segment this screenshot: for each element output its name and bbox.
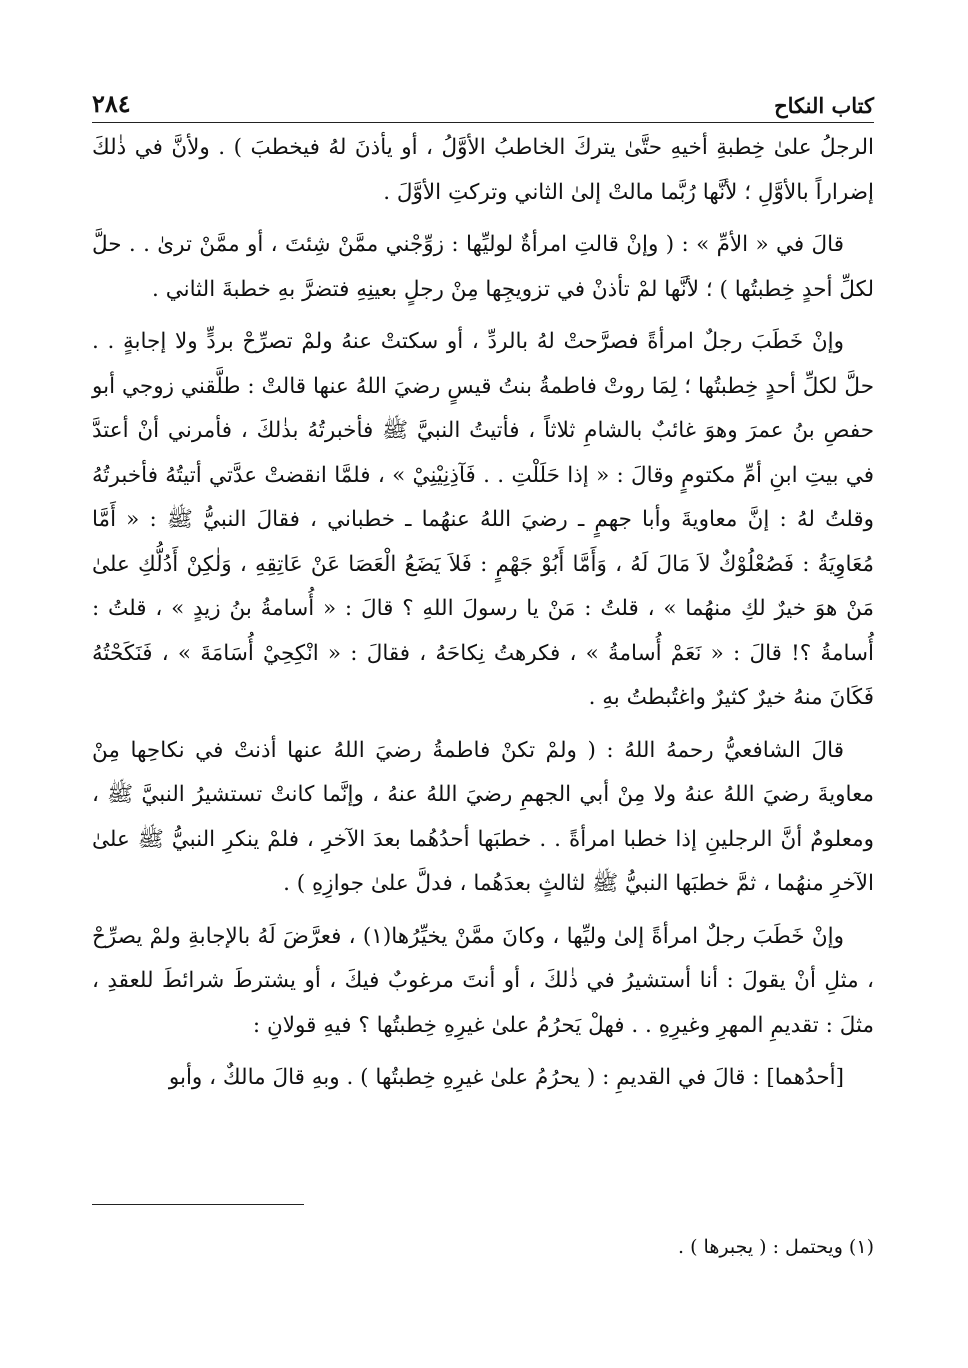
paragraph: الرجلُ علىٰ خِطبةِ أخيهِ حتَّىٰ يتركَ الخاطبُ الأوَّلُ ، أو يأذنَ لهُ فيخطبَ ) . ولأنَّ في ذٰلكَ إضراراً بالأوَّلِ ؛ لأنَّها رُبَّما مالتْ إلىٰ الثاني وتركتِ الأوَّلَ .: [92, 135, 874, 205]
paragraph: قالَ في « الأمِّ » : ( وإنْ قالتِ امرأةٌ لوليِّها : زوِّجْني ممَّنْ شِئتَ ، أو ممَّنْ ترىٰ . . حلَّ لكلِّ أحدٍ خِطبتُها ) ؛ لأنَّها لمْ تأذنْ في تزويجِها مِنْ رجلٍ بعينِهِ فتضرَّ بهِ خطبةَ الثاني .: [92, 232, 874, 302]
footnote-divider: [92, 1204, 304, 1205]
paragraph: [أحدُهما] : قالَ في القديمِ : ( يحرُمُ علىٰ غيرِهِ خِطبتُها ) . وبهِ قالَ مالكٌ ، وأبو: [168, 1065, 844, 1090]
paragraph: قالَ الشافعيُّ رحمهُ اللهُ : ( ولمْ تكنْ فاطمةُ رضيَ اللهُ عنها أذنتْ في نكاحِها مِنْ معاويةَ رضيَ اللهُ عنهُ ولا مِنْ أبي الجهمِ رضيَ اللهُ عنهُ ، وإنَّما كانتْ تستشيرُ النبيَّ ﷺ ، ومعلومٌ أنَّ الرجلينِ إذا خطبا امرأةً . . خطبَها أحدُهُما بعدَ الآخرِ ، فلمْ ينكرِ النبيُّ ﷺ علىٰ الآخرِ منهُما ، ثمَّ خطبَها النبيُّ ﷺ لثالثٍ بعدَهُما ، فدلَّ علىٰ جوازِهِ ) .: [92, 737, 874, 896]
paragraph: وإنْ خَطَبَ رجلٌ امرأةً فصرَّحتْ لهُ بالردِّ ، أو سكتتْ عنهُ ولمْ تصرِّحْ بردٍّ ولا إجابةٍ . . حلَّ لكلِّ أحدٍ خِطبتُها ؛ لِمَا روتْ فاطمةُ بنتُ قيسٍ رضيَ اللهُ عنها قالتْ : طلَّقني زوجي أبو حفصِ بنُ عمرَ وهوَ غائبٌ بالشامِ ثلاثاً ، فأتيتُ النبيَّ ﷺ فأخبرتُهُ بذٰلكَ ، فأمرني أنْ أعتدَّ في بيتِ ابنِ أمِّ مكتومٍ وقالَ : « إذا حَلَلْتِ . . فَآذِنِيْنِيْ » ، فلمَّا انقضتْ عدَّتي أتيتُهُ فأخبرتُهُ وقلتُ لهُ : إنَّ معاويةَ وأبا جهمٍ ـ رضيَ اللهُ عنهُما ـ خطباني ، فقالَ النبيُّ ﷺ : « أَمَّا مُعَاوِيَةُ : فَصُعْلُوْكٌ لاَ مَالَ لَهُ ، وَأَمَّا أَبُوْ جَهْمٍ : فَلاَ يَضَعُ الْعَصَا عَنْ عَاتِقِهِ ، وَلٰكِنْ أَدُلُّكِ علىٰ مَنْ هوَ خيرٌ لكِ منهُما » ، قلتُ : مَنْ يا رسولَ اللهِ ؟ قالَ : « أُسامةُ بنُ زيدٍ » ، قلتُ : أُسامةُ ؟! قالَ : « نَعَمْ أُسامةُ » ، فكرهتُ نِكاحَهُ ، فقالَ : « انْكِحِيْ أُسَامَةَ » ، فَنَكَحْتُهُ فَكَانَ منهُ خيرٌ كثيرٌ واغتُبطتُ بهِ .: [92, 329, 874, 710]
paragraph: وإنْ خَطَبَ رجلٌ امرأةً إلىٰ وليِّها ، وكانَ ممَّنْ يخيِّرُها(١) ، فعرَّضَ لَهُ بالإجابةِ ولمْ يصرِّحْ ، مثلِ أنْ يقولَ : أنا أستشيرُ في ذٰلكَ ، أو أنتَ مرغوبٌ فيكَ ، أو يشترطَ شرائطَ للعقدِ ، مثلَ : تقديمِ المهرِ وغيرِهِ . . فهلْ يَحرُمُ علىٰ غيرِهِ خِطبتُها ؟ فيهِ قولانِ :: [92, 923, 874, 1038]
page-header: [92, 82, 874, 123]
running-title: كتاب النكاح: [774, 93, 874, 118]
page-number: ٢٨٤: [92, 89, 131, 118]
body-text: [92, 126, 874, 1109]
footnote: (١) ويحتمل : ( يجبرها ) .: [678, 1236, 874, 1258]
